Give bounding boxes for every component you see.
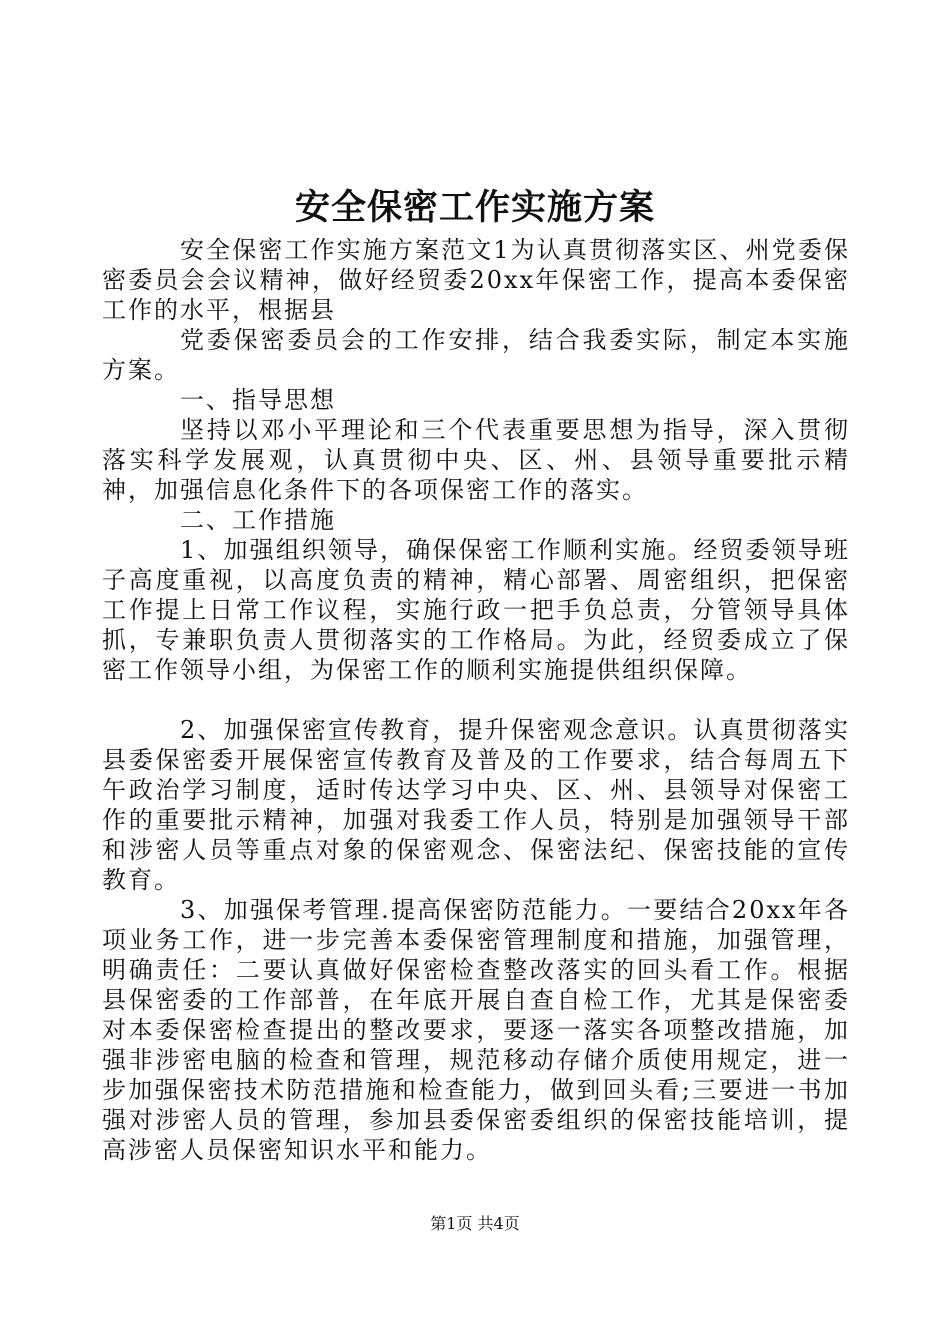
paragraph-measure-1: 1、加强组织领导，确保保密工作顺利实施。经贸委领导班子高度重视，以高度负责的精神，精心部署、周密组织，把保密工作提上日常工作议程，实施行政一把手负总责，分管领导具体抓，专兼职负责人贯彻落实的工作格局。为此，经贸委成立了保密工作领导小组，为保密工作的顺利实施提供组织保障。: [102, 536, 850, 684]
paragraph-measure-3: 3、加强保考管理.提高保密防范能力。一要结合20xx年各项业务工作，进一步完善本委保密管理制度和措施，加强管理，明确责任：二要认真做好保密检查整改落实的回头看工作。根据县保密委的工作部普，在年底开展自查自检工作，尤其是保密委对本委保密检查提出的整改要求，要逐一落实各项整改措施，加强非涉密电脑的检查和管理，规范移动存储介质使用规定，进一步加强保密技术防范措施和检查能力，做到回头看;三要进一书加强对涉密人员的管理，参加县委保密委组织的保密技能培训，提高涉密人员保密知识水平和能力。: [102, 896, 850, 1164]
paragraph-intro-continued: 党委保密委员会的工作安排，结合我委实际，制定本实施方案。: [102, 326, 850, 384]
paragraph-intro: 安全保密工作实施方案范文1为认真贯彻落实区、州党委保密委员会会议精神，做好经贸委20xx年保密工作，提高本委保密工作的水平，根据县: [102, 236, 850, 324]
document-title: 安全保密工作实施方案: [294, 187, 655, 228]
section-heading-work-measures: 二、工作措施: [180, 506, 336, 534]
document-body: [102, 235, 850, 1165]
paragraph-guiding-thought: 坚持以邓小平理论和三个代表重要思想为指导，深入贯彻落实科学发展观，认真贯彻中央、区、州、县领导重要批示精神，加强信息化条件下的各项保密工作的落实。: [102, 416, 850, 504]
section-heading-guiding-thought: 一、指导思想: [180, 386, 336, 414]
page-number-footer: 第1页 共4页: [430, 1214, 520, 1233]
paragraph-measure-2: 2、加强保密宣传教育，提升保密观念意识。认真贯彻落实县委保密委开展保密宣传教育及普及的工作要求，结合每周五下午政治学习制度，适时传达学习中央、区、州、县领导对保密工作的重要批示精神，加强对我委工作人员，特别是加强领导干部和涉密人员等重点对象的保密观念、保密法纪、保密技能的宣传教育。: [102, 716, 850, 894]
